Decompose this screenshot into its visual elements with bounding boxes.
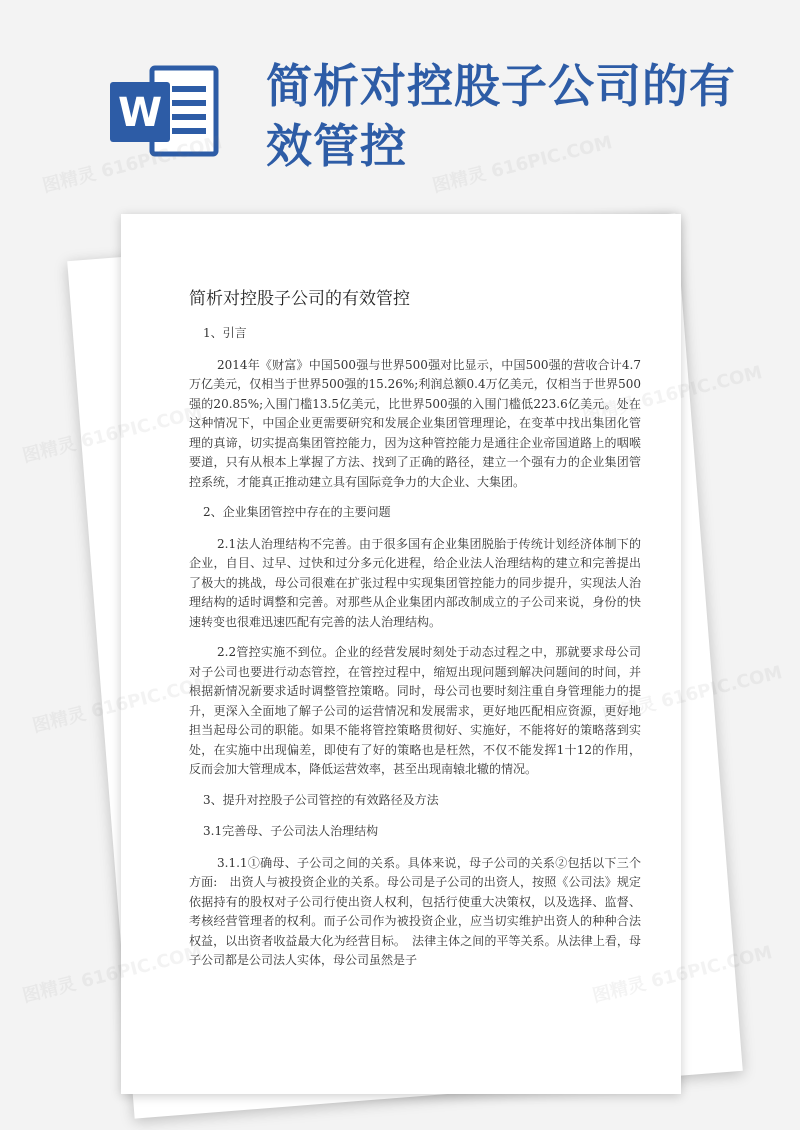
paragraph-relations: 3.1.1①确母、子公司之间的关系。具体来说，母子公司的关系②包括以下三个方面: 出资人与被投资企业的关系。母公司是子公司的出资人，按照《公司法》规定依据持有的股权对子公司行使出资人权利，包括行使重大决策权，以及选择、监督、考核经营管理者的权利。而子公司作为被投资企业，应当切实维护出资人的种种合法权益，以出资者收益最大化为经营目标。 法律主体之间的平等关系。从法律上看，母子公司都是公司法人实体，母公司虽然是子 — [189, 855, 641, 967]
watermark: 616PIC.COM — [659, 661, 785, 713]
word-document-icon — [108, 64, 220, 158]
document-page — [121, 214, 681, 1094]
subsection-heading: 3.1完善母、子公司法人治理结构 — [203, 824, 379, 838]
watermark: 图精灵 616PIC.COM — [430, 131, 615, 197]
section-heading-intro: 1、引言 — [203, 326, 247, 340]
paragraph-control: 2.2管控实施不到位。企业的经营发展时刻处于动态过程之中，那就要求母公司对子公司也要进行动态管控，在管控过程中，缩短出现问题到解决问题间的时间，并根据新情况新要求适时调整管控策略。同时，母公司也要时刻注重自身管理能力的提升，更深入全面地了解子公司的运营情况和发展需求，更好地匹配相应资源，更好地担当起母公司的职能。如果不能将管控策略贯彻好、实施好，不能将好的策略落到实处，在实施中出现偏差，即使有了好的策略也是枉然，不仅不能发挥1十12的作用，反而会加大管理成本，降低运营效率，甚至出现南辕北辙的情况。 — [189, 645, 641, 776]
watermark: 图精灵 616PIC.COM — [20, 941, 205, 1007]
watermark: 图精灵 616PIC.COM — [40, 131, 225, 197]
banner-title: 简析对控股子公司的有效管控 — [266, 59, 736, 173]
document-title: 简析对控股子公司的有效管控 — [189, 289, 410, 309]
watermark: 图精灵 — [20, 433, 79, 467]
watermark: 图精灵 — [30, 703, 89, 737]
paragraph-governance: 2.1法人治理结构不完善。由于很多国有企业集团脱胎于传统计划经济体制下的企业，自目、过早、过快和过分多元化进程，给企业法人治理结构的建立和完善提出了极大的挑战，母公司很难在扩张过程中实现集团管控能力的同步提升，实现法人治理结构的适时调整和完善。对那些从企业集团内部改制成立的子公司来说，身份的快速转变也很难迅速匹配有完善的法人治理结构。 — [189, 536, 641, 629]
section-heading-problems: 2、企业集团管控中存在的主要问题 — [203, 505, 391, 519]
watermark: 616PIC.COM — [639, 361, 765, 413]
word-icon-letter: W — [117, 90, 163, 136]
paragraph-intro: 2014年《财富》中国500强与世界500强对比显示，中国500强的营收合计4.7万亿美元，仅相当于世界500强的15.26%;利润总额0.4万亿美元，仅相当于世界500强的20.85%;入围门槛13.5亿美元，比世界500强的入围门槛低223.6亿美元。处在这种情况下，中国企业更需要研究和发展企业集团管理理论，在变革中找出集团化管理的真谛，切实提高集团管控能力，因为这种管控能力是通往企业帝国道路上的咽喉要道，只有从根本上掌握了方法、找到了正确的路径，建立一个强有力的企业集团管控系统，才能真正推动建立具有国际竞争力的大企业、大集团。 — [189, 357, 641, 489]
section-heading-methods: 3、提升对控股子公司管控的有效路径及方法 — [203, 792, 439, 807]
header-banner — [0, 0, 800, 200]
document-body — [189, 324, 641, 982]
